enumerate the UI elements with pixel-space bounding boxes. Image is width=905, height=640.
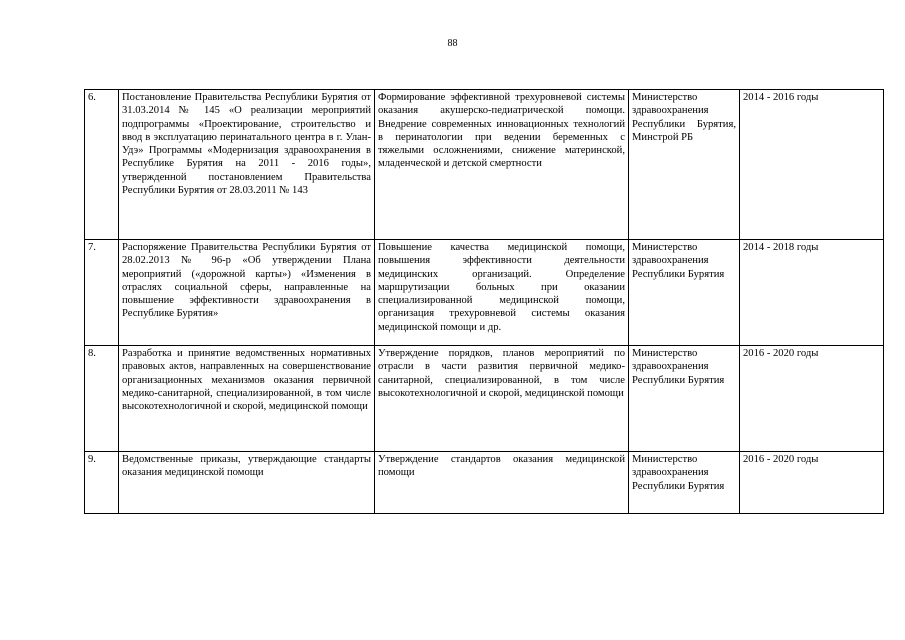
row-number: 9. <box>85 452 119 514</box>
document-cell: Разработка и принятие ведомственных нормативных правовых актов, направленных на совершенствование организационных механизмов оказания первичной медико-санитарной, специализированной, в том числе высокотехнологичной и скорой, медицинской помощи <box>119 346 375 452</box>
row-number: 7. <box>85 240 119 346</box>
period-cell: 2014 - 2018 годы <box>740 240 884 346</box>
table-row <box>85 346 884 452</box>
period-cell: 2016 - 2020 годы <box>740 346 884 452</box>
table-row <box>85 240 884 346</box>
responsible-cell: Министерство здравоохранения Республики Бурятия <box>629 240 740 346</box>
row-number: 6. <box>85 90 119 240</box>
period-cell: 2014 - 2016 годы <box>740 90 884 240</box>
document-cell: Распоряжение Правительства Республики Бурятия от 28.02.2013 № 96-р «Об утверждении Плана мероприятий («дорожной карты») «Изменения в отраслях социальной сферы, направленные на повышение эффективности здравоохранения в Республике Бурятия» <box>119 240 375 346</box>
document-cell: Постановление Правительства Республики Бурятия от 31.03.2014 № 145 «О реализации мероприятий подпрограммы «Проектирование, строительство и ввод в эксплуатацию перинатального центра в г. Улан-Удэ» Программы «Модернизация здравоохранения в Республике Бурятия на 2011 - 2016 годы», утвержденной постановлением Правительства Республики Бурятия от 28.03.2011 № 143 <box>119 90 375 240</box>
goal-cell: Утверждение стандартов оказания медицинской помощи <box>375 452 629 514</box>
page-number: 88 <box>447 38 458 49</box>
responsible-cell: Министерство здравоохранения Республики Бурятия <box>629 452 740 514</box>
measures-table <box>84 89 884 514</box>
goal-cell: Повышение качества медицинской помощи, повышения эффективности деятельности медицинских организаций. Определение маршрутизации больных при оказании специализированной медицинской помощи, организация трехуровневой системы оказания медицинской помощи и др. <box>375 240 629 346</box>
period-cell: 2016 - 2020 годы <box>740 452 884 514</box>
responsible-cell: Министерство здравоохранения Республики Бурятия, Минстрой РБ <box>629 90 740 240</box>
goal-cell: Формирование эффективной трехуровневой системы оказания акушерско-педиатрической помощи. Внедрение современных инновационных технологий в перинатологии при ведении беременных с тяжелыми осложнениями, снижение материнской, младенческой и детской смертности <box>375 90 629 240</box>
row-number: 8. <box>85 346 119 452</box>
table-row <box>85 90 884 240</box>
responsible-cell: Министерство здравоохранения Республики Бурятия <box>629 346 740 452</box>
goal-cell: Утверждение порядков, планов мероприятий по отрасли в части развития первичной медико-санитарной, специализированной, в том числе высокотехнологичной и скорой, медицинской помощи <box>375 346 629 452</box>
document-cell: Ведомственные приказы, утверждающие стандарты оказания медицинской помощи <box>119 452 375 514</box>
table-row <box>85 452 884 514</box>
